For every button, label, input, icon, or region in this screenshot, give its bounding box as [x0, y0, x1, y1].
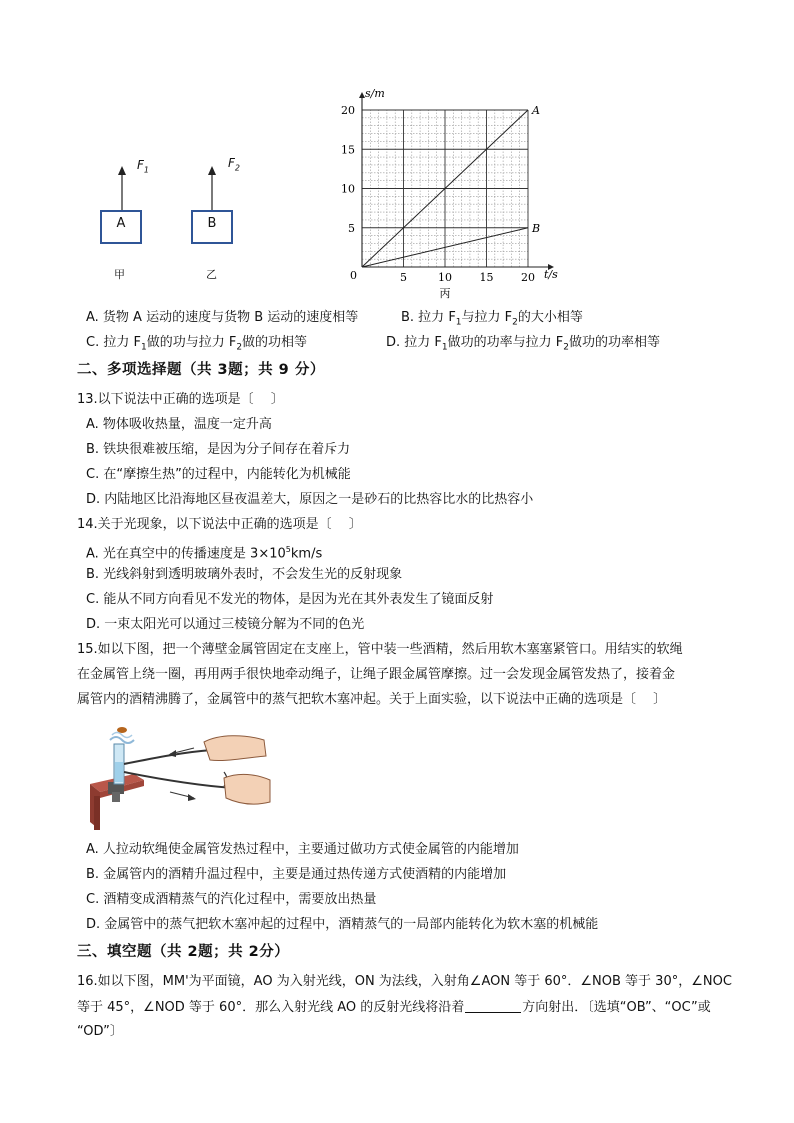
y-tick-label: 5 — [348, 221, 355, 235]
q16-answer-blank[interactable] — [465, 998, 521, 1013]
q13-option-d[interactable]: D. 内陆地区比沿海地区昼夜温差大，原因之一是砂石的比热容比水的比热容小 — [86, 492, 534, 507]
q14-option-c[interactable]: C. 能从不同方向看见不发光的物体，是因为光在其外表发生了镜面反射 — [86, 592, 494, 607]
section-title-3: 三、填空题（共 2题；共 2分） — [77, 944, 290, 960]
chart-labels — [341, 87, 558, 300]
q14-option-b[interactable]: B. 光线斜射到透明玻璃外表时，不会发生光的反射现象 — [86, 567, 403, 582]
q13-stem: 13.以下说法中正确的选项是〔 〕 — [77, 392, 284, 407]
series-label-a: A — [532, 104, 540, 117]
q12-option-a[interactable]: A. 货物 A 运动的速度与货物 B 运动的速度相等 — [86, 310, 359, 325]
q15-option-b[interactable]: B. 金属管内的酒精升温过程中，主要是通过热传递方式使酒精的内能增加 — [86, 867, 507, 882]
metal-tube-friction-illustration — [84, 722, 274, 834]
q15-stem-line3: 属管内的酒精沸腾了，金属管中的蒸气把软木塞冲起。关于上面实验，以下说法中正确的选项是〔 〕 — [77, 692, 667, 707]
q12-option-c[interactable]: C. 拉力 $F_1$做的功与拉力 $F_2$做的功相等 — [86, 335, 308, 353]
chart-caption: 丙 — [439, 287, 451, 300]
y-tick-label: 10 — [341, 182, 355, 196]
x-tick-label: 20 — [521, 271, 535, 284]
x-tick-label: 5 — [400, 271, 407, 284]
q15-option-d[interactable]: D. 金属管中的蒸气把软木塞冲起的过程中，酒精蒸气的一局部内能转化为软木塞的机械能 — [86, 917, 599, 932]
q15-option-c[interactable]: C. 酒精变成酒精蒸气的汽化过程中，需要放出热量 — [86, 892, 377, 907]
force-label-f1: $F_1$ — [137, 158, 149, 175]
section-title-2: 二、多项选择题（共 3题；共 9 分） — [77, 362, 325, 378]
q14-option-d[interactable]: D. 一束太阳光可以通过三棱镜分解为不同的色光 — [86, 617, 365, 632]
caption-yi: 乙 — [206, 268, 217, 281]
q15-stem-line1: 15.如以下图，把一个薄壁金属管固定在支座上，管中装一些酒精，然后用软木塞塞紧管口。用结实的软绳 — [77, 642, 683, 657]
box-a-label: A — [116, 216, 126, 231]
force-label-f2: $F_2$ — [228, 156, 240, 173]
series-label-b: B — [532, 221, 541, 235]
y-tick-label: 20 — [341, 104, 355, 117]
q15-option-a[interactable]: A. 人拉动软绳使金属管发热过程中，主要通过做功方式使金属管的内能增加 — [86, 842, 519, 857]
s-t-chart — [330, 82, 570, 302]
q16-line2: 等于 45°，∠NOD 等于 60°．那么入射光线 AO 的反射光线将沿着 方向射出．〔选填“OB”、“OC”或 — [77, 1000, 711, 1015]
origin-label: 0 — [350, 269, 357, 282]
q16-line1: 16.如以下图，MM'为平面镜，AO 为入射光线，ON 为法线，入射角∠AON 等于 60°．∠NOB 等于 30°，∠NOC — [77, 974, 732, 989]
q12-option-b[interactable]: B. 拉力 $F_1$与拉力 $F_2$的大小相等 — [401, 310, 583, 328]
x-axis-label: t/s — [544, 268, 558, 281]
x-tick-label: 10 — [438, 271, 452, 284]
q13-option-c[interactable]: C. 在“摩擦生热”的过程中，内能转化为机械能 — [86, 467, 351, 482]
q15-stem-line2: 在金属管上绕一圈，再用两手很快地牵动绳子，让绳子跟金属管摩擦。过一会发现金属管发热了，接着金 — [77, 667, 676, 682]
q14-stem: 14.关于光现象，以下说法中正确的选项是〔 〕 — [77, 517, 362, 532]
caption-jia: 甲 — [114, 268, 125, 281]
y-axis-label: s/m — [365, 87, 385, 100]
box-b-label: B — [207, 216, 217, 231]
q16-line3: “OD”〕 — [77, 1024, 123, 1039]
q13-option-b[interactable]: B. 铁块很难被压缩，是因为分子间存在着斥力 — [86, 442, 351, 457]
q13-option-a[interactable]: A. 物体吸收热量，温度一定升高 — [86, 417, 272, 432]
x-tick-label: 15 — [479, 271, 494, 284]
y-tick-label: 15 — [341, 143, 355, 157]
q12-option-d[interactable]: D. 拉力 $F_1$做功的功率与拉力 $F_2$做功的功率相等 — [386, 335, 660, 353]
q14-option-a[interactable]: A. 光在真空中的传播速度是 $3\times 10^5km/s$ — [86, 545, 323, 562]
